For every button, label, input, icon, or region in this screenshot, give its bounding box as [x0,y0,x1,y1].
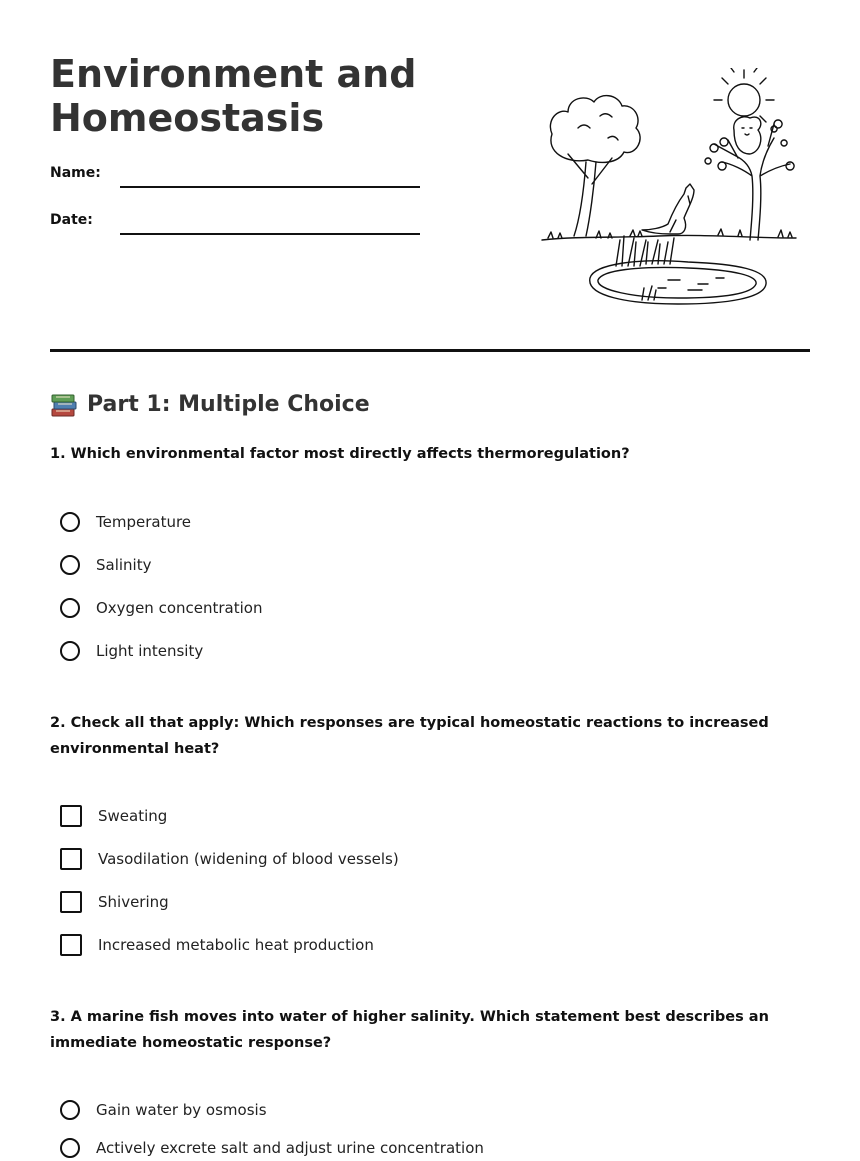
q2-option-2[interactable] [60,846,399,872]
section-title-text: Part 1: Multiple Choice [87,392,370,417]
question-3: 3. A marine fish moves into water of higher salinity. Which statement best describes an immediate homeostatic response? [50,1009,769,1051]
option-label: Sweating [98,807,168,825]
sun-icon [728,84,760,116]
option-label: Gain water by osmosis [96,1101,267,1119]
q2-option-4[interactable] [60,932,374,958]
kangaroo-icon [642,184,694,234]
q3-option-1[interactable] [60,1097,267,1123]
option-label: Increased metabolic heat production [98,936,374,954]
q3-option-2[interactable] [60,1135,484,1161]
q1-option-3[interactable] [60,595,262,621]
checkbox[interactable] [60,848,82,870]
q1-option-1[interactable] [60,509,191,535]
radio-button[interactable] [60,1100,80,1120]
q2-option-1[interactable] [60,803,167,829]
books-icon [50,392,78,418]
option-label: Light intensity [96,642,204,660]
option-label: Actively excrete salt and adjust urine concentration [96,1139,484,1157]
checkbox[interactable] [60,805,82,827]
radio-button[interactable] [60,512,80,532]
radio-button[interactable] [60,641,80,661]
checkbox[interactable] [60,934,82,956]
date-field [50,212,420,238]
radio-button[interactable] [60,555,80,575]
title-line-2: Homeostasis [50,96,325,140]
q2-option-3[interactable] [60,889,169,915]
radio-button[interactable] [60,598,80,618]
name-label: Name: [50,165,101,181]
landscape-illustration [538,68,800,312]
name-field [50,165,420,191]
option-label: Vasodilation (widening of blood vessels) [98,850,399,868]
title-line-1: Environment and [50,52,417,96]
q1-option-4[interactable] [60,638,203,664]
name-input-line[interactable] [120,186,420,188]
question-1: 1. Which environmental factor most directly affects thermoregulation? [50,446,630,462]
option-label: Oxygen concentration [96,599,263,617]
option-label: Shivering [98,893,169,911]
date-input-line[interactable] [120,233,420,235]
header-divider [50,349,810,352]
option-label: Salinity [96,556,152,574]
date-label: Date: [50,212,93,228]
q1-option-2[interactable] [60,552,151,578]
radio-button[interactable] [60,1138,80,1158]
page-title [50,52,490,140]
section-heading [50,390,370,420]
option-label: Temperature [96,513,192,531]
checkbox[interactable] [60,891,82,913]
left-tree-icon [550,96,640,163]
right-tree-icon [714,124,790,240]
question-2: 2. Check all that apply: Which responses are typical homeostatic reactions to increased environmental heat? [50,715,769,757]
